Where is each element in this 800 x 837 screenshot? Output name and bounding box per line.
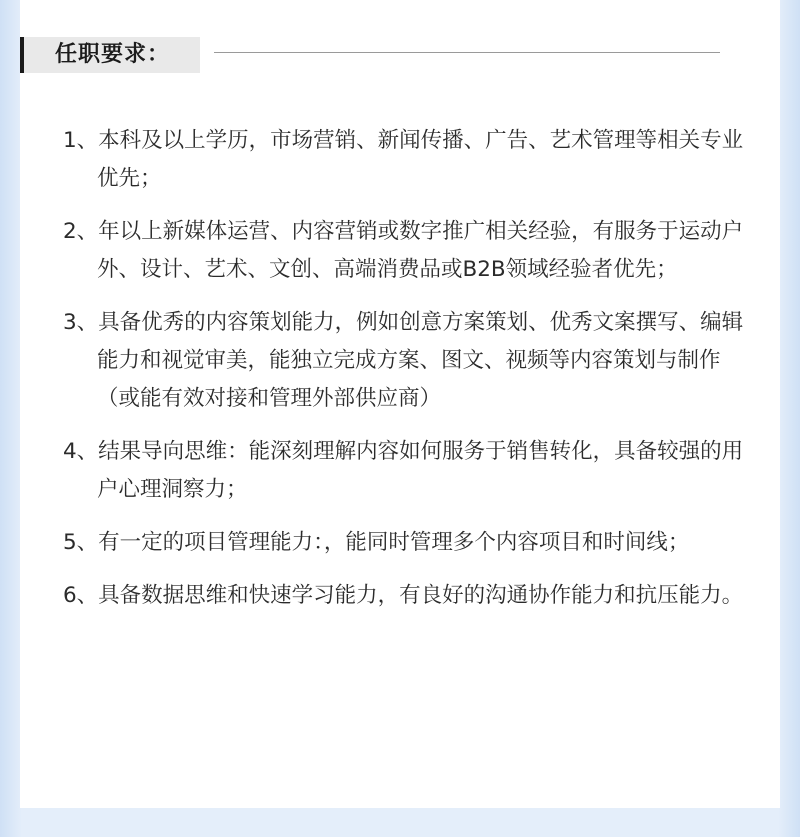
- title-box: [24, 37, 200, 73]
- requirement-item-2: 2、年以上新媒体运营、内容营销或数字推广相关经验，有服务于运动户外、设计、艺术、文创、高端消费品或B2B领域经验者优先；: [63, 219, 744, 282]
- requirement-item-6: 6、具备数据思维和快速学习能力，有良好的沟通协作能力和抗压能力。: [63, 583, 744, 608]
- requirement-item-1: 1、本科及以上学历，市场营销、新闻传播、广告、艺术管理等相关专业优先；: [63, 128, 744, 191]
- requirement-item-5: 5、有一定的项目管理能力：，能同时管理多个内容项目和时间线；: [63, 530, 690, 555]
- header-divider: [214, 52, 720, 53]
- requirement-item-3: 3、具备优秀的内容策划能力，例如创意方案策划、优秀文案撰写、编辑能力和视觉审美，能独立完成方案、图文、视频等内容策划与制作（或能有效对接和管理外部供应商）: [63, 310, 744, 411]
- content-card: [20, 0, 780, 808]
- section-header: [20, 37, 780, 73]
- requirements-list: [63, 122, 753, 615]
- requirement-item-4: 4、结果导向思维：能深刻理解内容如何服务于销售转化，具备较强的用户心理洞察力；: [63, 439, 744, 502]
- section-title: 任职要求：: [55, 42, 171, 67]
